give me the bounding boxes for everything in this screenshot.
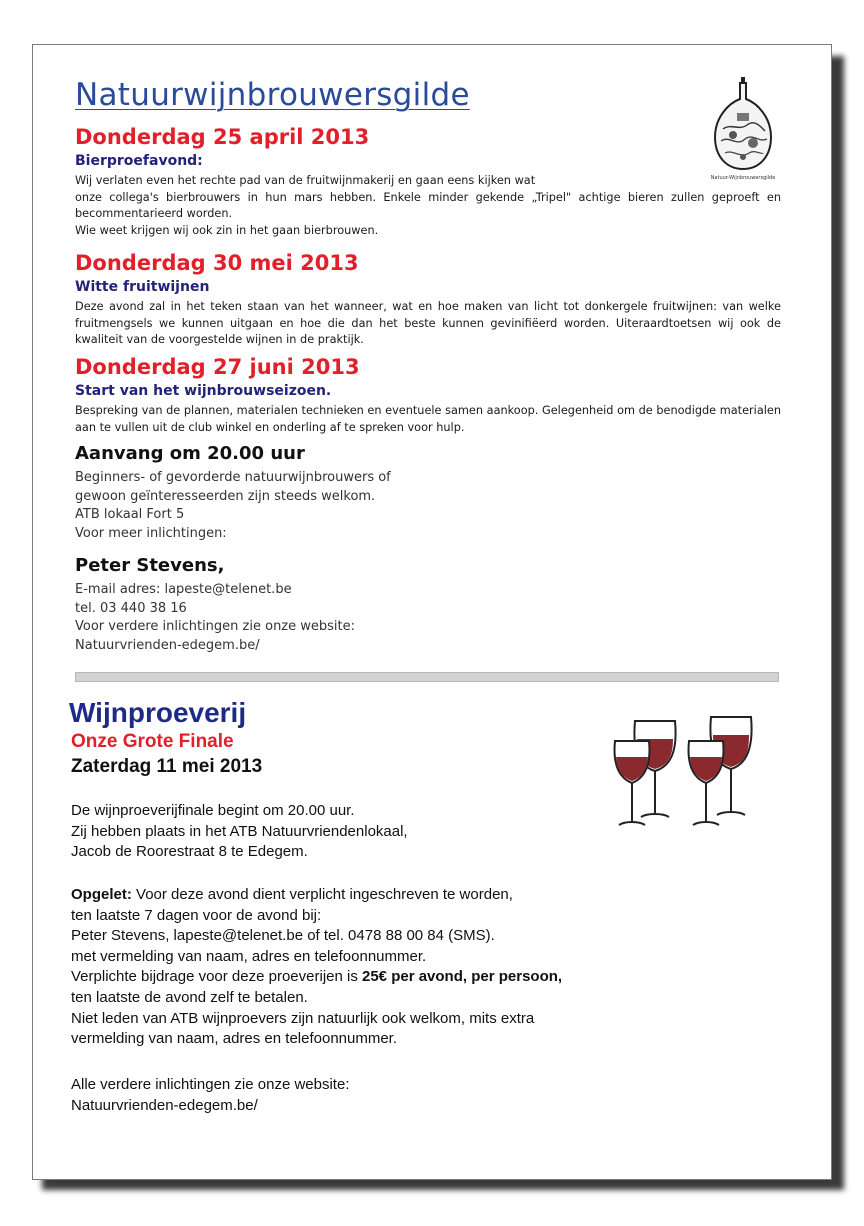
event-description bbox=[75, 173, 781, 239]
finale-line: Jacob de Roorestraat 8 te Edegem. bbox=[71, 843, 308, 861]
event-date: Donderdag 27 juni 2013 bbox=[75, 355, 360, 379]
event-line: Wij verlaten even het rechte pad van de fruitwijnmakerij en gaan eens kijken wat bbox=[75, 174, 536, 187]
contact-block bbox=[75, 581, 355, 655]
website-info bbox=[71, 1075, 350, 1116]
section-subtitle: Onze Grote Finale bbox=[71, 731, 234, 752]
info-line: Voor meer inlichtingen: bbox=[75, 525, 227, 541]
finale-line: Zij hebben plaats in het ATB Natuurvriendenlokaal, bbox=[71, 822, 408, 840]
page-title: Natuurwijnbrouwersgilde bbox=[75, 77, 470, 113]
section-divider bbox=[75, 672, 779, 682]
event-description: Deze avond zal in het teken staan van het wanneer, wat en hoe maken van licht tot donkergele fruitwijnen: van welke fruitmengsels we kunnen uitgaan en hoe die dan het beste kunnen gevinifiëerd worden. Uiteraardtoetsen wij ook de kwaliteit van de voorgestelde wijnen in de praktijk. bbox=[75, 300, 781, 347]
registration-line: met vermelding van naam, adres en telefoonnummer. bbox=[71, 947, 427, 965]
event-date: Donderdag 30 mei 2013 bbox=[75, 251, 359, 275]
opgelet-text: Voor deze avond dient verplicht ingeschreven te worden, bbox=[131, 886, 513, 903]
info-block bbox=[75, 469, 391, 543]
bottle-logo-icon bbox=[697, 73, 789, 183]
wine-glasses-icon bbox=[609, 713, 759, 833]
registration-line: ten laatste 7 dagen voor de avond bij: bbox=[71, 906, 322, 924]
contact-line: tel. 03 440 38 16 bbox=[75, 600, 187, 616]
registration-info bbox=[71, 885, 562, 1050]
logo-caption: Natuur-Wijnbrouwersgilde bbox=[710, 175, 776, 181]
finale-line: De wijnproeverijfinale begint om 20.00 uur. bbox=[71, 802, 355, 819]
contact-line: Natuurvrienden-edegem.be/ bbox=[75, 637, 260, 653]
fee-amount: 25€ per avond, per persoon, bbox=[362, 968, 563, 986]
registration-line: vermelding van naam, adres en telefoonnummer. bbox=[71, 1030, 398, 1048]
registration-line: Niet leden van ATB wijnproevers zijn natuurlijk ook welkom, mits extra bbox=[71, 1009, 535, 1027]
fee-line bbox=[71, 967, 562, 988]
info-line: gewoon geïnteresseerden zijn steeds welkom. bbox=[75, 488, 376, 504]
opgelet-line bbox=[71, 885, 562, 906]
event-line: Wie weet krijgen wij ook zin in het gaan bierbrouwen. bbox=[75, 223, 379, 237]
event-subtitle: Start van het wijnbrouwseizoen. bbox=[75, 383, 332, 399]
finale-info bbox=[71, 801, 408, 863]
event-line: onze collega's bierbrouwers in hun mars hebben. Enkele minder gekende „Tripel" achtige bieren zullen geproeft en becommentarieerd worden. bbox=[75, 190, 781, 221]
contact-name: Peter Stevens, bbox=[75, 555, 225, 576]
contact-line: Voor verdere inlichtingen zie onze website: bbox=[75, 619, 356, 635]
registration-line: Peter Stevens, lapeste@telenet.be of tel. 0478 88 00 84 (SMS). bbox=[71, 927, 495, 945]
section-title: Wijnproeverij bbox=[69, 697, 247, 728]
info-line: ATB lokaal Fort 5 bbox=[75, 507, 185, 523]
website-line: Alle verdere inlichtingen zie onze website: bbox=[71, 1076, 350, 1093]
start-time-heading: Aanvang om 20.00 uur bbox=[75, 443, 305, 464]
info-line: Beginners- of gevorderde natuurwijnbrouwers of bbox=[75, 470, 391, 485]
event-subtitle: Witte fruitwijnen bbox=[75, 279, 210, 295]
registration-line: ten laatste de avond zelf te betalen. bbox=[71, 988, 308, 1006]
contact-line: E-mail adres: lapeste@telenet.be bbox=[75, 582, 292, 597]
opgelet-label: Opgelet: bbox=[71, 886, 132, 903]
section-date: Zaterdag 11 mei 2013 bbox=[71, 756, 263, 777]
fee-text: Verplichte bijdrage voor deze proeverijen is bbox=[71, 968, 362, 986]
event-subtitle: Bierproefavond: bbox=[75, 153, 203, 169]
flyer-page bbox=[32, 44, 832, 1180]
event-description: Bespreking van de plannen, materialen technieken en eventuele samen aankoop. Gelegenheid om de benodigde materialen aan te vullen uit de club winkel en onderling af te spreken voor hulp. bbox=[75, 404, 781, 434]
website-url: Natuurvrienden-edegem.be/ bbox=[71, 1096, 258, 1114]
event-date: Donderdag 25 april 2013 bbox=[75, 125, 370, 149]
